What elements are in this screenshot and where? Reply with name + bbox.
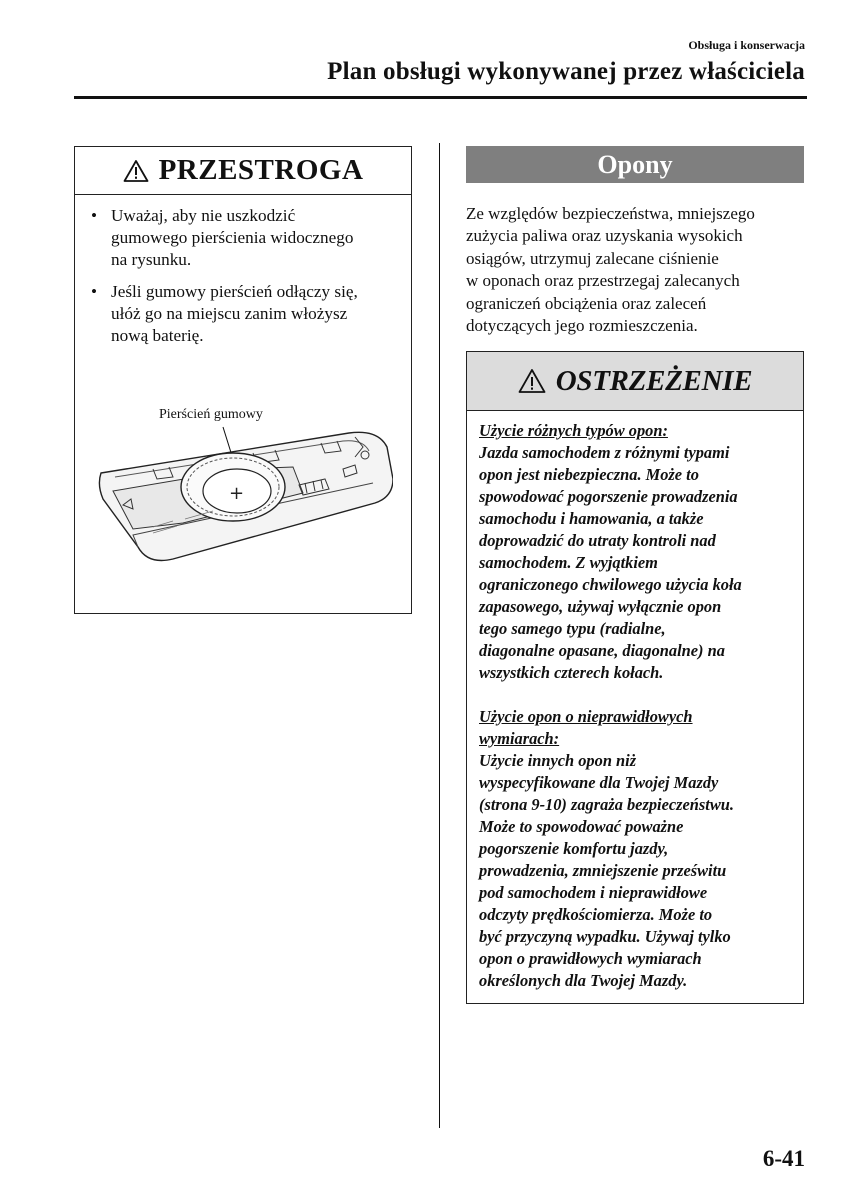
caution-line: gumowego pierścienia widocznego (111, 228, 354, 247)
warning-subheading: Użycie różnych typów opon: (479, 421, 668, 440)
warning-line: (strona 9-10) zagraża bezpieczeństwu. (479, 795, 734, 814)
warning-line: Użycie innych opon niż (479, 751, 637, 770)
tires-section-header: Opony (466, 146, 804, 183)
key-battery-figure (93, 407, 393, 577)
warning-box (466, 351, 804, 1004)
figure-label: Pierścień gumowy (159, 407, 263, 422)
caution-list (89, 205, 397, 357)
caution-line: na rysunku. (111, 250, 192, 269)
warning-line: wszystkich czterech kołach. (479, 663, 664, 682)
svg-text:+: + (229, 483, 245, 504)
intro-line: dotyczących jego rozmieszczenia. (466, 316, 698, 336)
caution-item (89, 205, 397, 271)
warning-triangle-icon (123, 159, 149, 183)
bullet: • (91, 206, 98, 225)
key-fob-illustration (93, 407, 393, 577)
warning-header (467, 352, 803, 411)
intro-line: ograniczeń obciążenia oraz zaleceń (466, 293, 707, 313)
bullet: • (91, 282, 98, 301)
warning-line: określonych dla Twojej Mazdy. (479, 971, 688, 990)
caution-title: PRZESTROGA (158, 154, 364, 186)
warning-line: opon jest niebezpieczna. Może to (479, 465, 699, 484)
warning-triangle-icon (518, 368, 546, 394)
caution-line: Jeśli gumowy pierścień odłączy się, (111, 282, 358, 301)
warning-line: samochodu i hamowania, a także (479, 509, 704, 528)
intro-line: w oponach oraz przestrzegaj zalecanych (466, 271, 740, 291)
page-number: 6-41 (762, 1146, 805, 1171)
warning-line: prowadzenia, zmniejszenie prześwitu (479, 861, 727, 880)
warning-line: być przyczyną wypadku. Używaj tylko (479, 927, 731, 946)
warning-line: pod samochodem i nieprawidłowe (479, 883, 708, 902)
caution-line: nową baterię. (111, 326, 204, 345)
warning-line: tego samego typu (radialne, (479, 619, 666, 638)
warning-line: opon o prawidłowych wymiarach (479, 949, 702, 968)
warning-line: spowodować pogorszenie prowadzenia (479, 487, 738, 506)
page-title: Plan obsługi wykonywanej przez właściciela (327, 58, 805, 85)
intro-line: osiągów, utrzymuj zalecane ciśnienie (466, 248, 719, 268)
warning-line: diagonalne opasane, diagonalne) na (479, 641, 725, 660)
column-divider (439, 143, 440, 1128)
warning-line: wyspecyfikowane dla Twojej Mazdy (479, 773, 719, 792)
caution-header (75, 147, 411, 195)
intro-line: zużycia paliwa oraz uzyskania wysokich (466, 226, 743, 246)
tires-intro (466, 203, 806, 337)
caution-item (89, 281, 397, 347)
warning-line: samochodem. Z wyjątkiem (479, 553, 658, 572)
caution-line: Uważaj, aby nie uszkodzić (111, 206, 296, 225)
warning-line: odczyty prędkościomierza. Może to (479, 905, 713, 924)
warning-line: doprowadzić do utraty kontroli nad (479, 531, 716, 550)
warning-line: Jazda samochodem z różnymi typami (479, 443, 730, 462)
caution-box (74, 146, 412, 614)
intro-line: Ze względów bezpieczeństwa, mniejszego (466, 204, 755, 223)
warning-line: Może to spowodować poważne (479, 817, 684, 836)
warning-title: OSTRZEŻENIE (555, 364, 753, 397)
warning-line: ograniczonego chwilowego użycia koła (479, 575, 742, 594)
warning-body (479, 420, 797, 992)
warning-line: pogorszenie komfortu jazdy, (479, 839, 669, 858)
warning-line: zapasowego, używaj wyłącznie opon (479, 597, 722, 616)
warning-subheading: wymiarach: (479, 729, 560, 748)
warning-subheading: Użycie opon o nieprawidłowych (479, 707, 693, 726)
title-rule (74, 96, 807, 99)
caution-line: ułóż go na miejscu zanim włożysz (111, 304, 348, 323)
section-label: Obsługa i konserwacja (688, 38, 805, 52)
paragraph-gap (479, 684, 797, 706)
